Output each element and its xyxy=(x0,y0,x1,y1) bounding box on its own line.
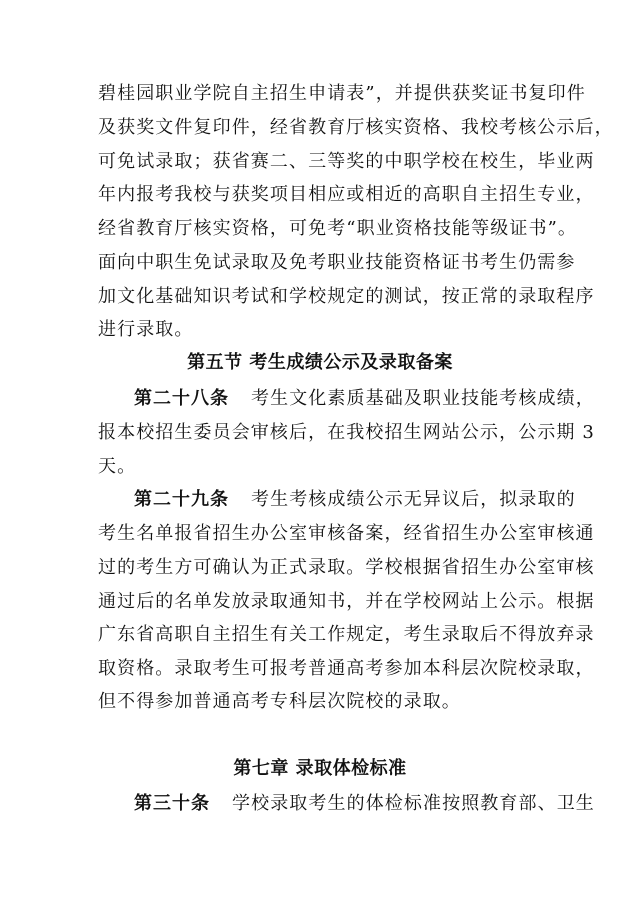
paragraph-line: 及获奖文件复印件，经省教育厅核实资格、我校考核公示后， xyxy=(98,117,614,138)
paragraph-line: 过的考生方可确认为正式录取。学校根据省招生办公室审核 xyxy=(98,557,595,578)
article-text: 考生文化素质基础及职业技能考核成绩， xyxy=(251,388,595,409)
article-text: 学校录取考生的体检标准按照教育部、卫生 xyxy=(232,793,595,814)
paragraph-line: 取资格。录取考生可报考普通高考参加本科层次院校录取， xyxy=(98,658,595,679)
paragraph-line: 可免试录取；获省赛二、三等奖的中职学校在校生，毕业两 xyxy=(98,151,595,172)
article-label: 第二十八条 xyxy=(134,388,229,409)
paragraph-line: 加文化基础知识考试和学校规定的测试，按正常的录取程序 xyxy=(98,286,595,307)
paragraph-line: 进行录取。 xyxy=(98,319,194,340)
paragraph-line: 天。 xyxy=(98,456,137,477)
paragraph-line: 经省教育厅核实资格，可免考“职业资格技能等级证书”。 xyxy=(98,218,578,239)
chapter-heading: 第七章 录取体检标准 xyxy=(233,758,407,779)
paragraph-line: 报本校招生委员会审核后，在我校招生网站公示，公示期 3 xyxy=(98,422,595,443)
article-label: 第二十九条 xyxy=(134,489,229,510)
article-text: 考生考核成绩公示无异议后，拟录取的 xyxy=(251,489,576,510)
paragraph-line: 面向中职生免试录取及免考职业技能资格证书考生仍需参 xyxy=(98,252,576,273)
article-29-first-line xyxy=(0,488,640,512)
article-label: 第三十条 xyxy=(134,793,210,814)
paragraph-line: 但不得参加普通高考专科层次院校的录取。 xyxy=(98,691,461,712)
section-heading: 第五节 考生成绩公示及录取备案 xyxy=(187,352,453,373)
paragraph-line: 广东省高职自主招生有关工作规定，考生录取后不得放弃录 xyxy=(98,624,595,645)
paragraph-line: 考生名单报省招生办公室审核备案，经省招生办公室审核通 xyxy=(98,523,595,544)
paragraph-line: 年内报考我校与获奖项目相应或相近的高职自主招生专业， xyxy=(98,184,595,205)
article-30-first-line xyxy=(0,792,640,816)
article-28-first-line xyxy=(0,387,640,411)
paragraph-line: 碧桂园职业学院自主招生申请表”，并提供获奖证书复印件 xyxy=(98,83,586,104)
paragraph-line: 通过后的名单发放录取通知书，并在学校网站上公示。根据 xyxy=(98,591,595,612)
